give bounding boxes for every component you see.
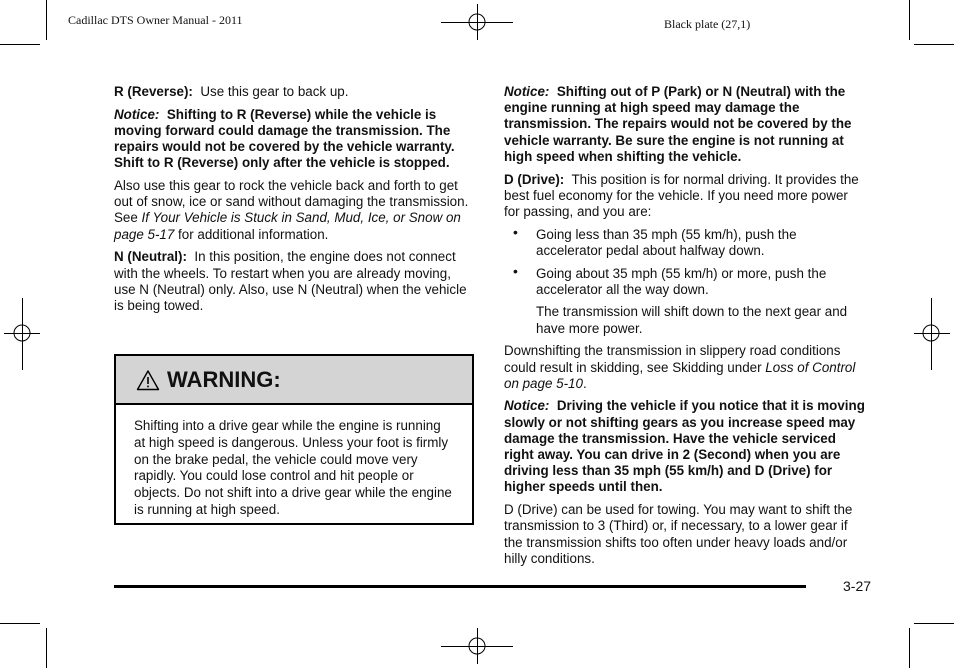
bullet-text: Going about 35 mph (55 km/h) or more, push the accelerator all the way down. <box>536 265 827 297</box>
warning-text: Shifting into a drive gear while the engine is running at high speed is dangerous. Unless your foot is firmly on the brake pedal, the vehicle could move very rapidly. You could lose control and hit people or objects. Do not shift into a drive gear while the engine is running at high speed. <box>134 418 452 517</box>
registration-mark-icon <box>463 8 491 36</box>
warning-triangle-icon <box>136 369 160 391</box>
bullet-item <box>504 262 866 298</box>
drive-label: D (Drive): <box>504 171 565 187</box>
crop-mark <box>46 628 47 668</box>
rock-text: Also use this gear to rock the vehicle back and forth to get out of snow, ice or sand without damaging the transmission. See <box>114 178 469 226</box>
downshift-text-end: . <box>582 375 587 391</box>
manual-title: Cadillac DTS Owner Manual - 2011 <box>68 13 243 27</box>
downshift-paragraph <box>504 343 866 392</box>
right-column <box>504 84 866 573</box>
notice-reverse <box>114 107 470 172</box>
shift-down-paragraph: The transmission will shift down to the next gear and have more power. <box>536 304 848 336</box>
bullet-icon: • <box>513 262 518 279</box>
notice-label: Notice: <box>504 398 550 414</box>
notice-text: Shifting to R (Reverse) while the vehicle is moving forward could damage the transmission. The repairs would not be covered by the vehicle warranty. Shift to R (Reverse) only after the vehicle is stopped. <box>114 106 455 171</box>
notice-label: Notice: <box>504 84 550 99</box>
plate-label: Black plate (27,1) <box>664 17 751 31</box>
notice-slow-shifting <box>504 398 866 495</box>
loss-of-control-link[interactable]: Loss of Control on page 5-10 <box>504 359 856 391</box>
drive-text: This position is for normal driving. It provides the best fuel economy for the vehicle. If you need more power for passing, and you are: <box>504 171 859 219</box>
warning-box <box>114 354 474 525</box>
reverse-text: Use this gear to back up. <box>200 84 349 99</box>
reverse-label: R (Reverse): <box>114 84 193 99</box>
notice-text: Shifting out of P (Park) or N (Neutral) with the engine running at high speed may damage the transmission. The repairs would not be covered by the vehicle warranty. Be sure the engine is not running at high speed when shifting the vehicle. <box>504 84 852 164</box>
downshift-text: Downshifting the transmission in slippery road conditions could result in skidding, see Skidding under <box>504 343 841 375</box>
bullet-item <box>504 223 866 259</box>
crop-mark <box>909 628 910 668</box>
warning-header <box>116 356 472 405</box>
notice-park-neutral <box>504 84 866 165</box>
page-number: 3-27 <box>843 578 872 594</box>
notice-label: Notice: <box>114 106 160 122</box>
towing-paragraph: D (Drive) can be used for towing. You may want to shift the transmission to 3 (Third) or, if necessary, to a lower gear if the transmission shifts too often under heavy loads and/or hilly conditions. <box>504 502 853 566</box>
crop-mark <box>46 0 47 40</box>
crop-mark <box>914 623 954 624</box>
registration-mark-icon <box>463 632 491 660</box>
registration-mark-icon <box>917 319 945 347</box>
stuck-reference-link[interactable]: If Your Vehicle is Stuck in Sand, Mud, Ice, or Snow on page 5-17 <box>114 210 461 242</box>
neutral-paragraph <box>114 249 470 314</box>
crop-mark <box>914 44 954 45</box>
rock-paragraph <box>114 178 470 243</box>
neutral-text: In this position, the engine does not connect with the wheels. To restart when you are already moving, use N (Neutral) only. Also, use N (Neutral) when the vehicle is being towed. <box>114 249 467 313</box>
footer-rule <box>114 585 806 588</box>
crop-mark <box>0 44 40 45</box>
registration-mark-icon <box>8 319 36 347</box>
drive-paragraph <box>504 172 866 221</box>
neutral-label: N (Neutral): <box>114 249 187 265</box>
crop-mark <box>909 0 910 40</box>
rock-text-end: for additional information. <box>174 226 329 242</box>
reverse-paragraph <box>114 84 470 100</box>
left-column <box>114 84 470 321</box>
bullet-text: Going less than 35 mph (55 km/h), push the accelerator pedal about halfway down. <box>536 226 797 258</box>
warning-title: WARNING: <box>167 366 281 392</box>
notice-text: Driving the vehicle if you notice that it is moving slowly or not shifting gears as you increase speed may damage the transmission. Have the vehicle serviced right away. You can drive in 2 (Second) when you are driving less than 35 mph (55 km/h) and D (Drive) for higher speeds until then. <box>504 398 865 495</box>
crop-mark <box>0 623 40 624</box>
bullet-icon: • <box>513 223 518 240</box>
